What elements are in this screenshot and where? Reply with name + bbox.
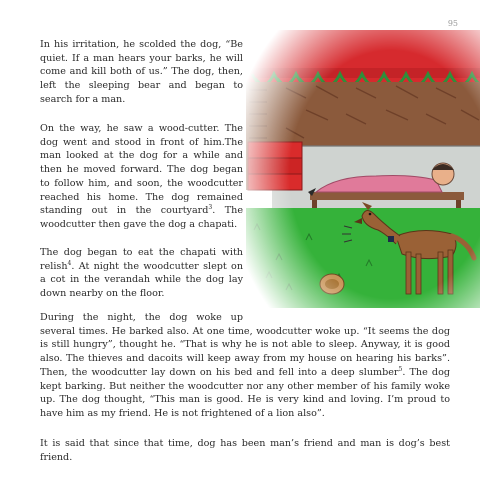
paragraph-5	[40, 437, 450, 464]
paragraph-4	[40, 311, 450, 421]
footnote-ref-5: 5	[398, 365, 403, 373]
story-illustration	[246, 30, 480, 308]
paragraph-4-text-a: several times. He barked also. At one time, woodcutter woke up. “It seems the dog is still hungry”, thought he. “That is why he is not able to sleep. Anyway, it is good also. The thieves and dacoits will keep away from my house on hearing his barks”. Then, the woodcutter lay down on his bed and fell into a deep slumber	[40, 325, 450, 378]
paragraph-3-text-a: The dog began to eat the chapati with relish	[40, 247, 243, 272]
paragraph-1-text: In his irritation, he scolded the dog, “Be quiet. If a man hears your barks, he will come and kill both of us.” The dog, then, left the sleeping bear and began to search for a man.	[40, 39, 243, 105]
paragraph-3-text-b: . At night the woodcutter slept on a cot in the verandah while the dog lay down nearby on the floor.	[40, 260, 243, 300]
chapati	[320, 274, 344, 294]
paragraph-2-text-b: . The woodcutter then gave the dog a chapati.	[40, 205, 244, 230]
cot	[310, 192, 464, 200]
page-number: 95	[447, 19, 458, 28]
paragraph-4-text-b: . The dog kept barking. But neither the woodcutter nor any other member of his family woke up. The dog thought, “This man is good. He is very kind and loving. I’m proud to have him as my friend. He is not frightened of a lion also”.	[40, 366, 450, 419]
paragraph-5-text: It is said that since that time, dog has been man’s friend and man is dog’s best friend.	[40, 438, 450, 463]
red-stool	[248, 142, 302, 190]
paragraph-2	[40, 122, 243, 232]
wall-right	[272, 82, 480, 146]
footnote-ref-4: 4	[67, 259, 72, 267]
paragraph-4-first-line: During the night, the dog woke up	[40, 312, 243, 323]
paragraph-1	[40, 38, 243, 107]
paragraph-3	[40, 246, 243, 301]
footnote-ref-3: 3	[208, 204, 213, 212]
paragraph-2-text-a: On the way, he saw a wood-cutter. The dog went and stood in front of him.The man looked at the dog for a while and then he moved forward. The dog began to follow him, and soon, the woodcutter reached his home. The dog remained standing out in the courtyard	[40, 123, 243, 217]
